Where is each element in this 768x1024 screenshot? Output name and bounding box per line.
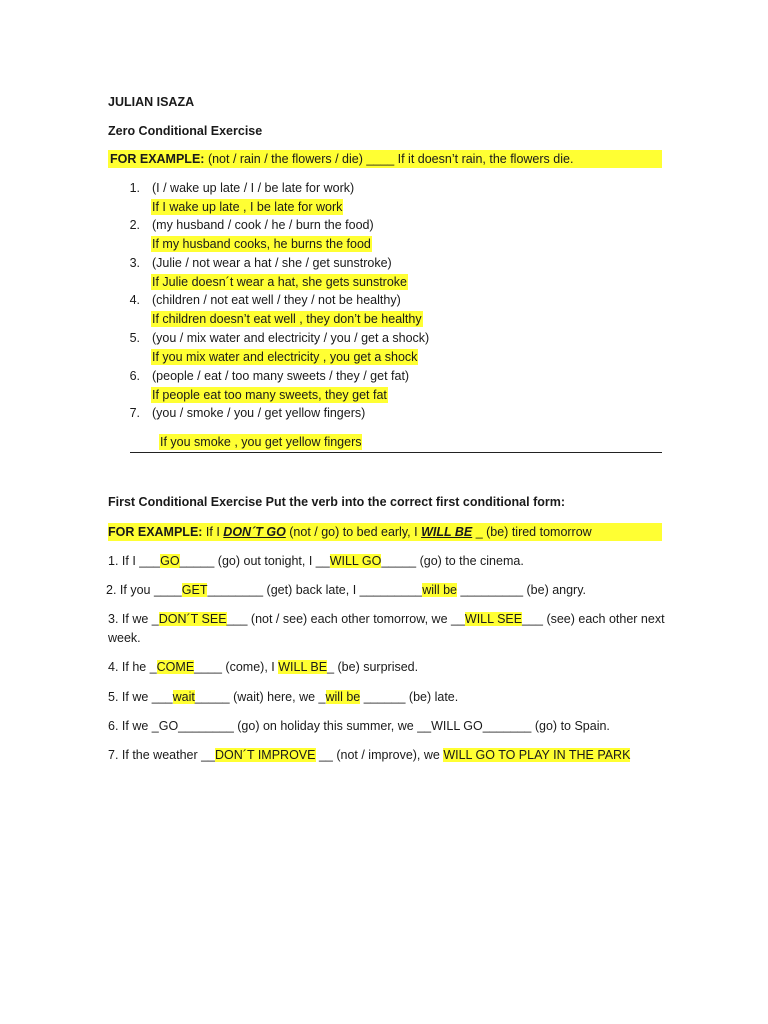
question-answer: wait — [172, 690, 195, 704]
question-answer: will be — [422, 583, 457, 597]
question-text: 5. If we ___ — [108, 690, 173, 704]
question-text: 7. If the weather __ — [108, 748, 216, 762]
zero-example-prompt: (not / rain / the flowers / die) ____ — [207, 152, 395, 166]
first-question-5 — [108, 689, 458, 705]
question-text: _____ (go) to the cinema. — [381, 554, 524, 568]
zero-item-answer: If you mix water and electricity , you get a shock — [152, 350, 418, 364]
question-answer: WILL GO TO PLAY IN THE PARK — [443, 748, 631, 762]
zero-item-number: 3. — [129, 256, 140, 270]
first-example-text: If I — [202, 525, 224, 539]
question-answer: will be — [325, 690, 361, 704]
first-question-4 — [108, 659, 418, 675]
first-question-6: 6. If we _GO________ (go) on holiday this summer, we __WILL GO_______ (go) to Spain. — [108, 719, 610, 733]
zero-item-prompt: (children / not eat well / they / not be healthy) — [152, 293, 401, 307]
zero-example-answer: If it doesn’t rain, the flowers die. — [397, 152, 574, 166]
zero-item-number: 1. — [129, 181, 140, 195]
zero-item-answer: If Julie doesn´t wear a hat, she gets sunstroke — [152, 275, 407, 289]
question-text: ____ (come), I — [194, 660, 279, 674]
zero-example — [110, 151, 573, 167]
zero-item-number: 7. — [129, 406, 140, 420]
first-question-3 — [108, 611, 665, 627]
zero-item-prompt: (I / wake up late / I / be late for work) — [152, 181, 355, 195]
zero-item-answer: If you smoke , you get yellow fingers — [160, 435, 362, 449]
question-text: __ (not / improve), we — [315, 748, 444, 762]
zero-item-number: 5. — [129, 331, 140, 345]
zero-item-answer: If my husband cooks, he burns the food — [152, 237, 371, 251]
question-text: _____ (go) out tonight, I __ — [179, 554, 330, 568]
zero-example-label: FOR EXAMPLE: — [110, 152, 205, 166]
zero-item-prompt: (Julie / not wear a hat / she / get sunstroke) — [152, 256, 392, 270]
question-text: ___ (not / see) each other tomorrow, we __ — [226, 612, 465, 626]
zero-item-answer: If I wake up late , I be late for work — [152, 200, 343, 214]
zero-item-answer: If people eat too many sweets, they get fat — [152, 388, 387, 402]
question-answer: WILL SEE — [464, 612, 523, 626]
question-answer: DON´T SEE — [158, 612, 227, 626]
question-text: ___ (see) each other next — [522, 612, 665, 626]
first-question-3-continued: week. — [108, 631, 141, 645]
question-answer: GET — [181, 583, 208, 597]
zero-item-number: 6. — [129, 369, 140, 383]
author-name: JULIAN ISAZA — [108, 95, 195, 109]
zero-item-prompt: (my husband / cook / he / burn the food) — [152, 218, 374, 232]
question-text: ________ (get) back late, I _________ — [207, 583, 423, 597]
question-text: 3. If we _ — [108, 612, 159, 626]
first-example-text: _ (be) tired tomorrow — [472, 525, 592, 539]
zero-item-prompt: (you / mix water and electricity / you / get a shock) — [152, 331, 430, 345]
question-text: ______ (be) late. — [360, 690, 459, 704]
first-example — [108, 524, 592, 540]
first-example-label: FOR EXAMPLE: — [108, 525, 203, 539]
first-conditional-title: First Conditional Exercise Put the verb into the correct first conditional form: — [108, 495, 566, 509]
zero-item-number: 4. — [129, 293, 140, 307]
zero-item-number: 2. — [129, 218, 140, 232]
question-text: _________ (be) angry. — [456, 583, 587, 597]
first-example-text: (not / go) to bed early, I — [285, 525, 422, 539]
zero-item-answer: If children doesn’t eat well , they don’t be healthy — [152, 312, 422, 326]
question-answer: WILL BE — [278, 660, 328, 674]
first-question-7 — [108, 747, 630, 763]
question-answer: COME — [156, 660, 195, 674]
first-example-answer-1: DON´T GO — [223, 525, 286, 539]
question-answer: WILL GO — [329, 554, 382, 568]
question-text: _ (be) surprised. — [327, 660, 419, 674]
question-text: 4. If he _ — [108, 660, 157, 674]
question-answer: GO — [160, 554, 180, 568]
question-text: 1. If I ___ — [108, 554, 161, 568]
question-text: _____ (wait) here, we _ — [194, 690, 326, 704]
question-text: 2. If you ____ — [106, 583, 182, 597]
first-question-1 — [108, 553, 524, 569]
first-question-2 — [106, 582, 586, 598]
first-example-answer-2: WILL BE — [421, 525, 473, 539]
zero-conditional-title: Zero Conditional Exercise — [108, 124, 263, 138]
zero-item-prompt: (people / eat / too many sweets / they / get fat) — [152, 369, 410, 383]
question-answer: DON´T IMPROVE — [215, 748, 316, 762]
section-divider — [130, 452, 662, 453]
zero-item-prompt: (you / smoke / you / get yellow fingers) — [152, 406, 366, 420]
